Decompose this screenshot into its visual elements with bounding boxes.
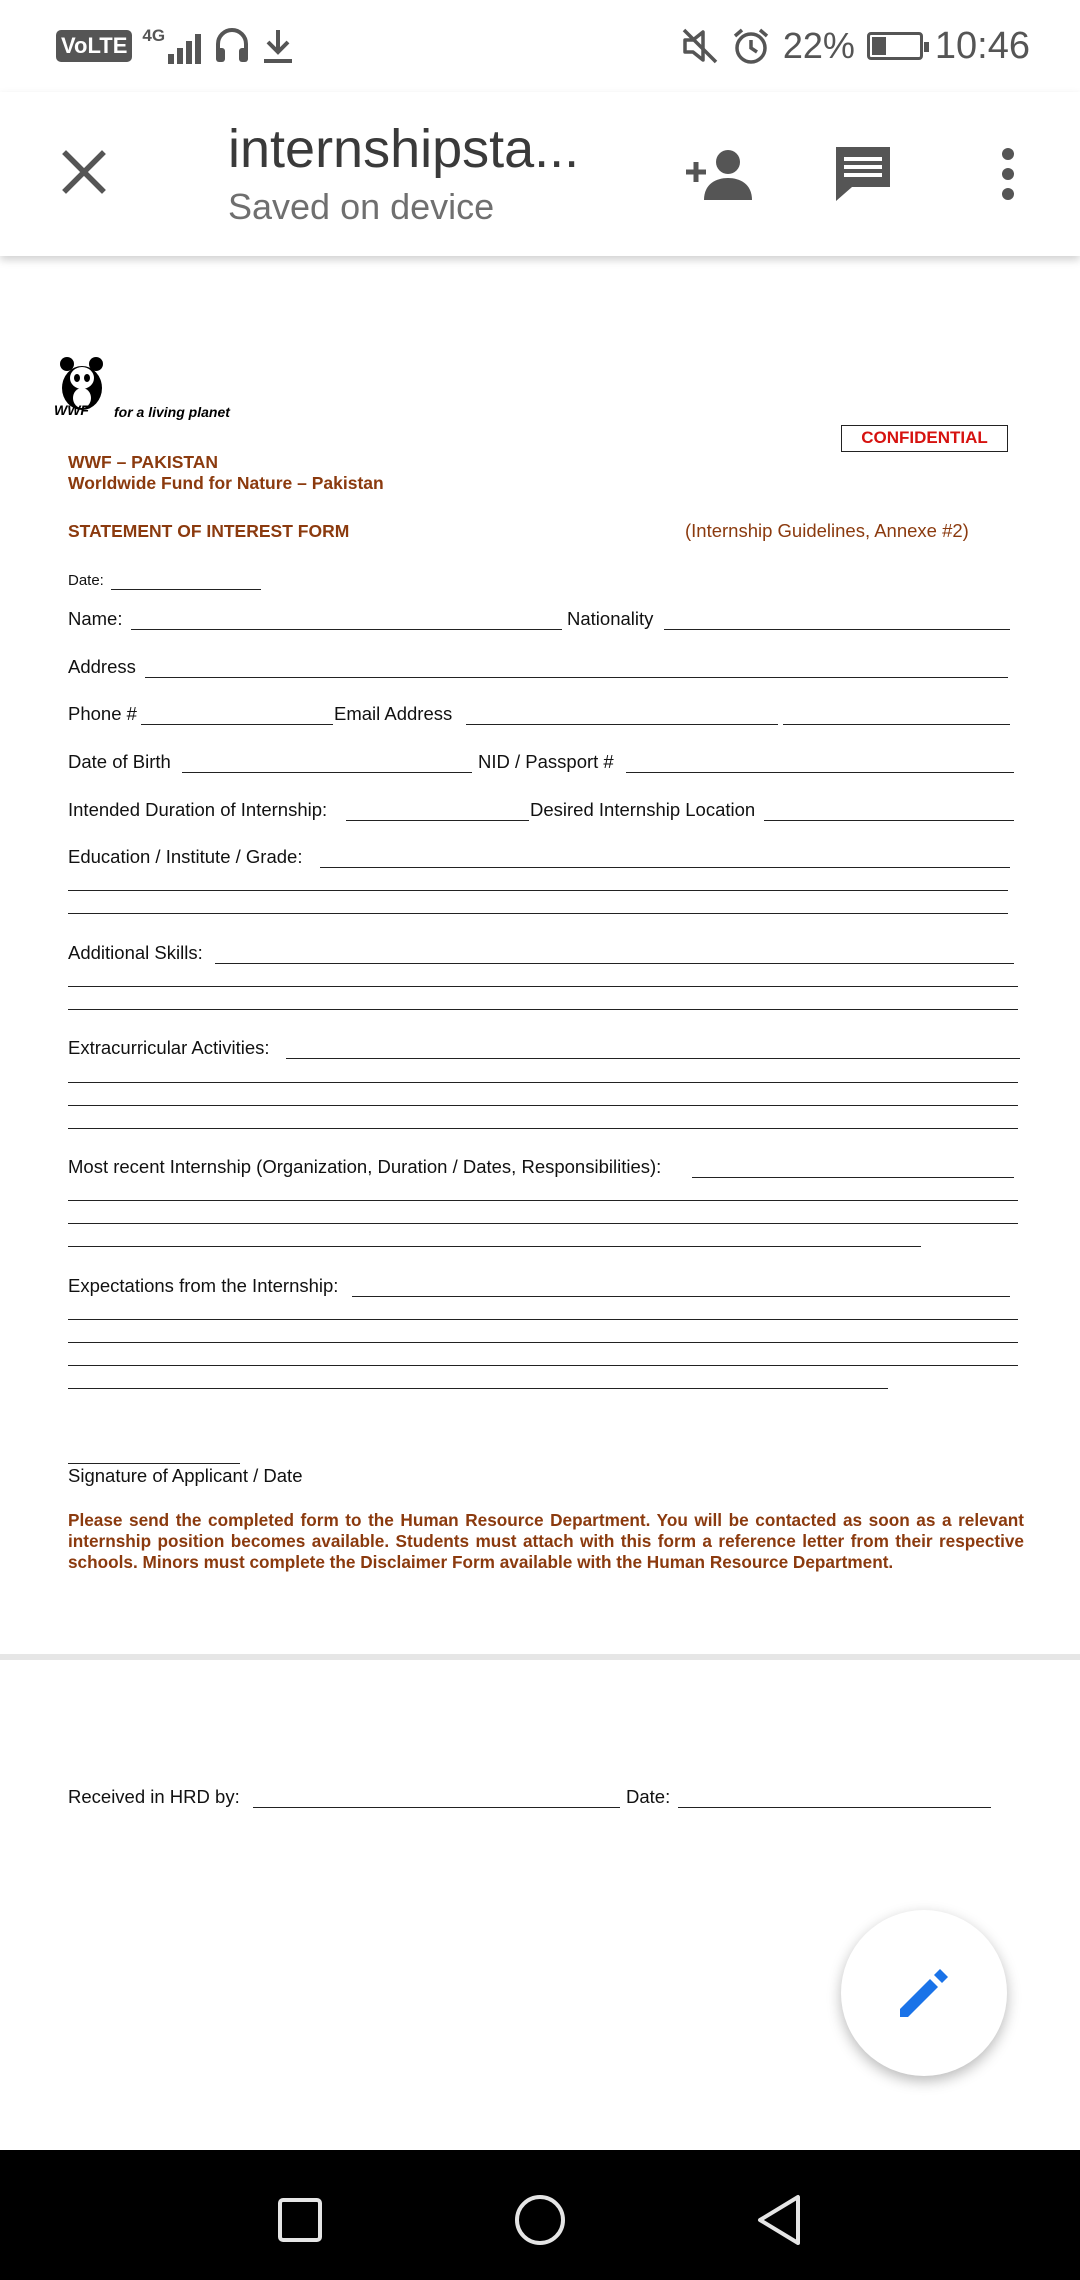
logo-wordmark: WWF — [54, 402, 89, 418]
volte-badge: VoLTE — [56, 30, 132, 62]
navigation-bar — [0, 2150, 1080, 2280]
label-email: Email Address — [334, 703, 453, 724]
recents-square-icon — [275, 2195, 325, 2245]
blank-received-by — [253, 1807, 620, 1808]
annex-reference: (Internship Guidelines, Annexe #2) — [685, 520, 969, 541]
blank-skills-2 — [68, 986, 1018, 987]
more-options-button[interactable] — [968, 134, 1048, 214]
confidential-stamp: CONFIDENTIAL — [841, 425, 1008, 452]
comment-icon — [832, 143, 894, 205]
blank-date — [111, 589, 261, 590]
label-expectations: Expectations from the Internship: — [68, 1275, 339, 1296]
comments-button[interactable] — [823, 134, 903, 214]
blank-nationality — [664, 629, 1010, 630]
recents-button[interactable] — [260, 2180, 340, 2260]
logo-tagline: for a living planet — [114, 404, 230, 420]
label-phone: Phone # — [68, 703, 137, 724]
document-page[interactable] — [0, 256, 1080, 1656]
edit-fab[interactable] — [841, 1910, 1007, 2076]
close-icon — [60, 148, 108, 196]
clock: 10:46 — [934, 24, 1030, 67]
download-icon — [260, 26, 296, 66]
blank-extracurricular-1 — [286, 1058, 1020, 1059]
blank-received-date — [678, 1807, 991, 1808]
label-nationality: Nationality — [567, 608, 654, 629]
blank-location — [764, 820, 1014, 821]
blank-extracurricular-3 — [68, 1105, 1018, 1106]
label-name: Name: — [68, 608, 123, 629]
status-right-icons — [681, 20, 1030, 72]
label-education: Education / Institute / Grade: — [68, 846, 303, 867]
org-name: WWF – PAKISTAN — [68, 452, 219, 472]
label-skills: Additional Skills: — [68, 942, 203, 963]
org-full-name: Worldwide Fund for Nature – Pakistan — [68, 473, 384, 493]
blank-expectations-1 — [352, 1296, 1010, 1297]
network-type: 4G — [142, 26, 166, 45]
share-button[interactable] — [680, 134, 760, 214]
blank-education-2 — [68, 890, 1008, 891]
blank-expectations-2 — [68, 1319, 1018, 1320]
blank-skills-1 — [215, 963, 1014, 964]
alarm-icon — [731, 26, 771, 66]
blank-extracurricular-2 — [68, 1082, 1018, 1083]
instructions-notice: Please send the completed form to the Human Resource Department. You will be contacted as soon as a relevant internship position becomes available. Students must attach with this form a reference letter from their respective schools. Minors must complete the Disclaimer Form available with the Human Resource Department. — [68, 1510, 1024, 1572]
label-received-date: Date: — [626, 1786, 671, 1807]
label-date: Date: — [68, 572, 104, 589]
app-bar — [0, 92, 1080, 256]
document-page-2[interactable] — [0, 1660, 1080, 2150]
battery-percent: 22% — [782, 25, 855, 66]
status-bar — [0, 0, 1080, 92]
home-circle-icon — [512, 2192, 568, 2248]
blank-name — [131, 629, 562, 630]
label-dob: Date of Birth — [68, 751, 171, 772]
close-button[interactable] — [48, 136, 120, 208]
blank-education-3 — [68, 913, 1008, 914]
blank-email — [466, 724, 778, 725]
blank-dob — [182, 772, 472, 773]
label-address: Address — [68, 656, 136, 677]
signal-icon — [142, 26, 204, 66]
headset-icon — [214, 26, 250, 66]
blank-email-2 — [783, 724, 1010, 725]
blank-education-1 — [320, 867, 1010, 868]
document-title: internshipsta... — [228, 119, 580, 179]
blank-extracurricular-4 — [68, 1128, 1018, 1129]
back-button[interactable] — [740, 2180, 820, 2260]
blank-duration — [346, 820, 529, 821]
mute-icon — [681, 26, 719, 66]
home-button[interactable] — [500, 2180, 580, 2260]
label-recent-internship: Most recent Internship (Organization, Duration / Dates, Responsibilities): — [68, 1156, 662, 1177]
blank-signature — [68, 1463, 240, 1464]
edit-pencil-icon — [892, 1961, 956, 2025]
battery-icon — [867, 32, 923, 60]
back-triangle-icon — [754, 2192, 806, 2248]
blank-skills-3 — [68, 1009, 1018, 1010]
form-title: STATEMENT OF INTEREST FORM — [68, 521, 350, 541]
blank-recent-3 — [68, 1223, 1018, 1224]
blank-expectations-3 — [68, 1342, 1018, 1343]
label-nid: NID / Passport # — [478, 751, 614, 772]
blank-expectations-5 — [68, 1388, 888, 1389]
label-location: Desired Internship Location — [530, 799, 756, 820]
blank-nid — [626, 772, 1014, 773]
blank-recent-2 — [68, 1200, 1018, 1201]
blank-recent-1 — [692, 1177, 1014, 1178]
add-person-icon — [684, 144, 756, 204]
more-vert-icon — [998, 146, 1018, 202]
blank-address — [145, 677, 1008, 678]
label-duration: Intended Duration of Internship: — [68, 799, 328, 820]
label-extracurricular: Extracurricular Activities: — [68, 1037, 270, 1058]
blank-recent-4 — [68, 1246, 921, 1247]
label-received-by: Received in HRD by: — [68, 1786, 240, 1807]
blank-phone — [141, 724, 333, 725]
blank-expectations-4 — [68, 1365, 1018, 1366]
status-left-icons — [56, 22, 296, 70]
document-subtitle: Saved on device — [228, 186, 495, 227]
label-signature: Signature of Applicant / Date — [68, 1465, 303, 1486]
